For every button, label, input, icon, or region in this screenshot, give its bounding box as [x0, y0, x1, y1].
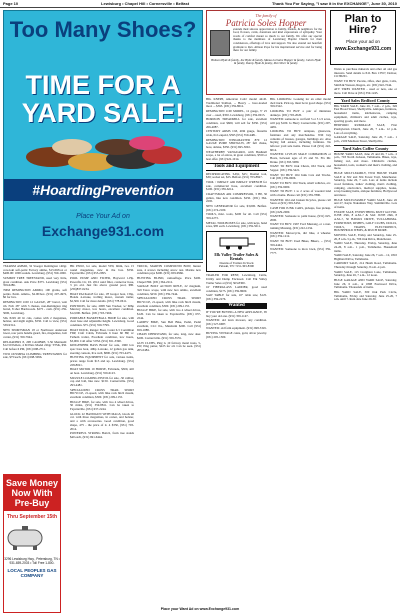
yard-sales-coffee-heading: Yard Sales Coffee County — [334, 145, 397, 152]
classified-listing: HORIZON TREADMILL for sale, excellent condition, cost $600, will sell for $350. (931) 266-4087. — [206, 117, 267, 129]
classified-listing: YARD SALE, Thursday, Friday, Saturday, June 24-26, 8 a.m.- 1 p.m., Tullahoma. Household items. — [334, 241, 397, 253]
classified-listing: WANTED: Someone to paint house, (931) 625-2000. — [270, 214, 331, 222]
classified-listing: WANTED: Someone to mow lawn, (931) 359-7777. — [270, 247, 331, 256]
classified-listing: LADIES' BIKE, Sun Bell Bike, Pedal, Pedal excellent, CLC lbs., Mandarin $200. Call (931) 659-1088. — [137, 320, 201, 332]
classified-listing: SAW TABLE for sale, 10" table saw, $125. (931) 359-2276. — [206, 293, 267, 302]
memorial-text: extends their sincere appreciation to family, friends, & neighbors for the food, flowers, cards, donations and kind expressions of sympathy. Your words of comfort meant so much to our family. We offer our special thanks to the members of Lewisburg Baptist Church for their condolences, offerings of love and support. We also extend our heartfelt gratitude to Rev. Allison Pope for his inspirational service and for being there for our family. — [233, 26, 322, 53]
classified-listing: BOAT MOTOR 19 HORSE, Evinrude, $300, still on boat. Lewisburg. (931) 359-6123. — [70, 367, 134, 376]
classified-listing: CARPORT SALE, 214 Heath Road, Tullahoma. Thursday through Saturday, 8 a.m.-4 p.m. — [334, 261, 397, 270]
classified-listing: BIG YARD SALE, 300 Oak Park Circle, Tullahoma, Friday and Saturday, June 25-26, 7 a.m. until ?. Rain date June 29-30. — [334, 290, 397, 302]
classified-listing: 7MM REMINGTON AMMO, 100 grains, soft points. Perm. Ammo., $2.00/box. (931) 207-4972, $6 for box. — [3, 288, 67, 300]
yard-sale-ad[interactable] — [3, 10, 203, 260]
classified-listing: NEW SPORTSMAN 18 or Northwest Anderson lower, rear parts handle guard, fire, magazines, bolt carrier, (931) 359-7944. — [3, 327, 67, 340]
classified-listing: SIG P229 40 lic cals, comes with 2 magazines, holster, and night sights, $550. Call to view, (931) 539-9314. — [3, 315, 67, 328]
divider — [3, 262, 203, 263]
classified-listing: HUGE GARAGE AND YARD SALE, Saturday, June 26, 6 a.m., at 1808 Eastwood Drive, Tullahoma. Thousands of items. — [334, 278, 397, 290]
prebuy-date: Thru September 15th — [6, 514, 57, 520]
classified-listing: MUZZLE LOADING PISTOL for sale, .50 caliber, cap and ball, like new. $150. Cornersville. (931) 293-4481. — [70, 375, 134, 388]
classified-column-2 — [70, 265, 134, 611]
classified-listing: WANT TO BUY: 1967 Ford Mustang, or a non-running Mustang, (931) 222-1234. — [270, 222, 331, 231]
classified-listing: LOOKING TO BUY a pair of miniature donkeys. (931) 703-2020. — [270, 109, 331, 117]
hire-line2: Hire? — [348, 24, 378, 36]
classified-listing: SAVAGE BOLT ACTION RIFLE, 22 magnum, 3x9 Tasco scope, with new box ammo, excellent condition, $250. (931) 359-7444. — [137, 284, 201, 296]
propane-tank-icon — [4, 525, 46, 551]
classified-listing: YARD SALE, 115 Creighton Lane, Tullahoma, Saturday, June 26, 7 a.m.- 12 noon. — [334, 269, 397, 278]
elk-valley-ad[interactable] — [206, 231, 267, 272]
classified-listing: TRAILER FOR RENT, Lewisburg. Cattle, Utility and Dump Enclosed. Call Elk Valley Trailer Sales at (931) 363-8300. — [206, 273, 267, 285]
paper-towns: Lewisburg • Chapel Hill • Cornersville • Belfast — [101, 1, 190, 6]
classified-listing: CHAIN DEERSTAND, for sale, long, new deer. $200. Cornersville. (931) 359-5555. — [137, 332, 201, 340]
classified-listing: HK P3010, for sale, model VP9, 9mm, two 15 round magazines, new in the box. $550. Fayetteville. (931) 655-2095. — [70, 265, 134, 276]
wanted-heading: Wanted — [206, 303, 267, 309]
classified-listing: REMINGTON 1100 MODEL, 12 gauge, 3" 25 over ... used, $350. Lewisburg. (931) 359-0015. — [206, 109, 267, 117]
classified-listing: SUMMIT TREE TREESTAND, used very little, great condition. Ask Price $375. Lewisburg (931) 359-6286. — [3, 276, 67, 288]
classified-column-5 — [270, 98, 331, 606]
classified-listing: BOAT DOCK, Ranger Boat, Cadet 6.3 Cornithian FDP, Craft Cabin, Evinrude 6 hour 60 HP, w/ Fathom trailer, Excellent condition, low hours, $3,000. Call After 5 PM. (931) 651-3390. — [70, 327, 134, 343]
classified-listing: TOOLS, misc. tools, $200 for all. Call (931) 359-2273. — [206, 212, 267, 220]
classified-listing: WANT TO BUY: 1 to 2 acres of wooded land with a home. Please call (931) 359-7890. — [270, 189, 331, 197]
hire-line1: Plan to — [344, 13, 382, 25]
classified-listing: BIG LOOKING: Looking for an older model 4wd truck. Pick up, must be in good shape. (931) 359-5522. — [270, 98, 331, 109]
classified-listing: WANTED: old lawn mowers, any condition. (931) 527-6687. — [206, 318, 267, 326]
classified-listing: BIG KNEPP, American Colts' model 44/45. Traditional Stallion, ... Heavy ... bore-loaded mod. ... $395. (931) 359-8012. — [206, 98, 267, 109]
classified-listing: POOL PUMP AND FILTER, Hayward 1-Hp. Powerflo Ctr, UL 2012 sand filter, connector hose, 3 yrs old. Just fits above ground pool, $80. (256)837-0234. — [70, 276, 134, 292]
classified-listing: TWO OLYMPIA CLIMBING TREESTANDS for sale, $75/each. (931) 698-5096. — [3, 351, 67, 360]
page-header — [0, 0, 400, 8]
classified-listing: WANT TO BUY: Old Truck, small vehicles, etc. (931) 359-9000. — [270, 181, 331, 189]
memorial-signed: Hobson Hyde & family, Joe Hyde & family, Mama Lorraine Hopper & family, Calvin Hyde & family, Danny Hyde & family, Pat Oliver & family. — [211, 57, 321, 66]
propane-prebuy-ad[interactable] — [3, 474, 61, 613]
classified-listing: 16' FIBERGLASS LADDER, good used condition, $175. (931) 359-8600. — [206, 285, 267, 293]
classified-listing: BUYING VINTAGE coins, gold, silver jewelry. (931) 205-1500. — [206, 331, 267, 339]
ad-title: Too Many Shoes? — [9, 17, 197, 42]
classified-listing: Wants to purchase minerals and other oil and gas interests. Send details to P.O. Box 13557, Denver, CO 80201. — [334, 68, 397, 79]
classified-listing: CASH FOR JUNK CARS, pickups, free pickup. (931) 629-2000. — [270, 205, 331, 214]
memorial-lead: The family of — [255, 13, 277, 18]
classified-listing: WANTED: Motorcycle, dirt bike, 4 wheeler. (931) 359-1212. — [270, 230, 331, 239]
classified-listing: KINGFISHER BASS BOAT for sale, 1960 low spec bass boat, 40hp 2-stroke, 12 gallon gas tank, steering console, live well, $800. (931) 703-4475. — [70, 343, 134, 355]
classified-listing: ESTATE SALE, EVERYTHING MUST GO! FRI. JUNE 25th, 8 A.M.-? & SAT. JUNE 26th, 8 A.M.-?, 50 HAWKS DRIVE, TULLAHOMA. FURNITURE, DISHES, GOLF CLUBS, DOLLS, TOOLS, TRAINS, ELECTRONICS, HOUSEHOLD ITEMS, & MUCH MORE. — [334, 209, 397, 233]
classified-listing: WANTED: old farm equipment. (931) 698-3345. — [206, 326, 267, 331]
elk-sub: Dozens of Trailers In Stock — [219, 260, 254, 265]
prebuy-brand: LOCAL PEOPLES GAS COMPANY — [7, 567, 57, 578]
memorial-name: Patricia Soles Hopper — [225, 17, 307, 28]
ad-headline: TIME FOR A YARD SALE! — [21, 70, 185, 128]
classified-listing: WANTED: someone to cut field 3 or 5 1/2 acres, will pay $100. Jo Harry Cornersville. (931) 297-4481. — [270, 117, 331, 129]
classified-listing: PONTOON, for sale, 2008 Sun Tracker, w/ 60hp Mercury motor, low hours, excellent condition. $12,000. Belfast. (931) 703-7466. — [70, 303, 134, 316]
classified-listing: GARAGE SALE, Saturday, June 26, 7 a.m.- 1 p.m., 2100 Madison Street, Shelbyville. — [334, 135, 397, 143]
classified-column-3 — [137, 265, 201, 611]
classified-column-4 — [206, 98, 267, 606]
classified-listing: TOOL / IMPACT AIR IMPACT WRENCH for sale, commercial hose, excellent condition. $100. (931) 359-6214. — [206, 180, 267, 192]
classified-listing: HOUSE YARD SALE, June 25 and 26, 7 a.m.- 2 p.m., 703 North Jackson, Tullahoma. Bikes, toys, fishing rod, and more. Children's clothes, household, tools, women's and men's clothing, and more. — [334, 151, 397, 171]
classified-listing: PORTABLE BASKETBALL HOOP for sale, with clear base and adjustable height. Lewisburg. Good condition. $75. (931) 359-7799. — [70, 315, 134, 328]
prebuy-address: 3296 Lewisburg Hwy., Petersburg, TN • 931-659-2003 • Toll Free 1-800- — [4, 557, 60, 565]
classified-listing: ATV TIRES WANTED - used or new, one or more. Call Dave at (931) 359-1245. — [334, 87, 397, 95]
elk-title: Elk Valley Trailer Sales & Rentals — [214, 251, 259, 262]
classified-listing: GLOCK 22 HANDGUN WITH MAGS, Glock 40 cal. with three magazines, in owner, and holster, and a with accessories. Good condition, good shape, 475 - the price of it. 4 $350, (931) 703-2014. — [70, 411, 134, 431]
plan-to-hire-ad[interactable] — [330, 10, 396, 65]
prebuy-title: Save Money Now With Pre-Buy — [4, 475, 60, 511]
classified-listing: TRUCK, MARTIN COMPOUND BOW, hunter sure, 4 arrows including arrow rest. Marine new condition pays $200. (931) 659-9966. — [137, 265, 201, 276]
header-date: Thank You For Saying, "I saw it in the EXCHANGE", June 30, 2010 — [271, 1, 397, 6]
classified-listing: YARD SALE, Saturday, June 26, 7 a.m. - 12, 1810 Highland Drive, Tullahoma. — [334, 253, 397, 261]
classified-listing: BEDFORD RUMMAGE SALE, First Presbyterian Church, June 26, 7 a.m.- 12 p.m. Lots of everything. — [334, 123, 397, 135]
yard-sales-bedford-heading: Yard Sales Bedford County — [334, 97, 397, 104]
classified-listing: WANT TO BUY: Pecans, rifles, shot guns, Colts, Smith & Wesson, Rugers, etc. (931) 922-7244. — [334, 79, 397, 87]
classified-listing: SPECIALIZED CROSS TRAIL SPORT BICYCLE, 21-speed, with bike rack hitch mount, excellent condition, $300. (931) 209-1155. — [137, 296, 201, 308]
classified-column-6 — [334, 68, 397, 606]
classified-listing: WEATHERBY VANGUARD, with Bushnell scope, a lot of extras, in great condition, $550 or best offer. (931) 922-1014. — [206, 149, 267, 161]
ad-place-text: Place Your Ad on — [76, 213, 130, 220]
classified-listing: HUGE MULTI-FAMILY, TWO HOUSE YARD SALE at 302 and 304 Forest Trail, Manchester. Saturday, June 26, 7 a.m. Lots of items include wood furniture, ladies' clothing, men's clothing, camping, electronics, medical supplies, books, scrap booking items, antique furniture, Hollywood and more. — [334, 170, 397, 198]
classified-listing: MOVING SALE, Friday and Saturday, June 25-26, 8 a.m.-5 p.m., 706 Oak Drive, Manchester. — [334, 232, 397, 241]
trailer-icon — [218, 235, 256, 250]
classified-listing: NEW GENERATOR for sale, $3,000. Belfast. (931) 274-2100. — [206, 204, 267, 212]
classified-listing: LOOKING TO BUY: antiques, glassware, furniture and any merchandise. Will buy contents of houses, garages, buildings etc. Also buying full estates, including furniture. No leftover yard sale items. Please Call (931) 222-6014. — [270, 129, 331, 152]
classified-listing: RECIPROCATING SAW, $25; Dremel tool, $30; socket set, $25. Belfast. (931) 703-8847. — [206, 171, 267, 180]
classified-listing: RELOADERS 8, 208 CALIBRE, 5.56 Mentaudt: $12.50 Pellets, 4 M Plats Model 22bgr TTSK, $50. Call before 6 PM, (931) 698-2711. — [3, 339, 67, 352]
classified-listing: IF YOU'RE BUYING A NEW APPLIANCE, I'll buy your old one. (931) 359-1147. — [206, 309, 267, 318]
ad-hashtag: #HoardingPrevention — [4, 179, 202, 201]
classified-column-1 — [3, 265, 67, 471]
classified-listing: CENTURY ARMS CM, 40th gauge, firearms wide, 6x Leupold, $595 (931) 359-4481. — [206, 129, 267, 137]
classified-listing: BIG YARD SALE, June 26, 7 a.m.- 2 p.m., 326 East Broad Street, Shelbyville. Antiques, furniture, household items, kitchenware, camping equipment, children's and adult clothes, toys, sporting goods, and more. — [334, 103, 397, 123]
classified-listing: HUGE MULTI-FAMILY YARD SALE, June 26 and 27, Kaylo Nakamura Way, Summitville. Lots of items. — [334, 197, 397, 210]
page-footer[interactable]: Place your Want Ad on www.Exchange931.com — [160, 607, 240, 611]
classified-listing: BUGGY BIKE, for sale, with two 4 wheel drives, 50 miles, (931) 359-8811. Can be taken to Fayetteville. (931) 637-2244. — [70, 399, 134, 412]
memorial-photo — [210, 30, 230, 56]
hire-url[interactable]: www.Exchange931.com — [334, 46, 392, 52]
classified-listing: POWERFUL STRONG BAGS, from tree stands $40 each, (931) 691-6444. — [70, 431, 134, 439]
classified-listing: WANTED: Old and broken bicycles, please call Steve at (931) 359-5432. — [270, 197, 331, 206]
classified-listing: GUN CLUBS, Ping G 10 fairway metal irons, 5-PW, Ping putter, $225 for all. Can be seen. (931) 205-0484. — [137, 340, 201, 352]
memorial-notice — [206, 10, 326, 95]
classified-listing: WANT TO BUY: Used Bikes, Bikers, ... (931) 359-4444. — [270, 239, 331, 247]
ad-logo[interactable]: Exchange931.com — [41, 223, 165, 239]
classified-listing: WANT TO BUY: Old Junk Cars and Trucks. Call (931) 359-0606. — [270, 172, 331, 181]
classified-listing: REMINGTON WINGMASTER 870 12 GAUGE PUMP SHOTGUN, 28" full choke, bore, deluxe, $350. (931) 695-5002. — [206, 137, 267, 149]
classified-listing: BOAT PACKAGE for sale, 18' Gregor boat, 15hp, Honda 4-stroke, trolling motor, custom trailer, $2,500. Call for more details. (931) 778-0611. — [70, 291, 134, 304]
classified-listing: REMINGTON 1100 12 GAUGE, 28" barrel, vent rib. Full. 28" with 3 chokes, non-Remington ring barrel, 8 shot Hardwoods. $275 - cash. (931) 259-5000, Lewisburg. — [3, 300, 67, 316]
classified-listing: 7X444SM AMMO, 32 Stoeger Remington 140gr. core-lokt soft-point Factory ammo, $15.00/box or $400.00/ 1000 rounds. Lewisburg. (931) 359-1060. — [3, 265, 67, 276]
hire-line3: Place your ad on — [346, 39, 380, 44]
classified-listing: METAL TOOLBOXES for sale, with keys, hand saws, $85 each. Lewisburg. (931) 359-5011. — [206, 220, 267, 229]
page-number: Page 10 — [3, 1, 19, 6]
classified-listing: HUNTING EQUIPMENT for sale, various items, prices range from $15 and up. Lewisburg. (931) 228-8021. — [70, 355, 134, 367]
classified-listing: CRAFTSMAN AIR COMPRESSOR, 3 HP, 30 gallon, like new condition. $250. (931) 364-2295. — [206, 192, 267, 204]
classified-listing: BUGGY BIKE, for sale, with two 4 wheel drives, $120. Can be taken to Fayetteville. (931) 637-2244. — [137, 308, 201, 320]
classified-listing: WANTED: LIVE-IN MALE COMPANION or Hosts, between ages of 25 and 35. Fix Mr. Drake. (931) 393-5080. — [270, 152, 331, 164]
classified-listing: WANT TO BUY: Oak Chests, Old Truck, and Sapper. (931) 359-5421. — [270, 164, 331, 173]
elk-addr: Pulaski, TN • 931-363-8300 — [219, 264, 254, 269]
classified-listing: SPECIALIZED CROSS TRAIL SPORT BICYCLE, 21-speed, with bike rack hitch mount, excellent condition, $300. (931) 209-1155. — [70, 387, 134, 400]
tools-heading: Tools and Equipment — [206, 163, 267, 171]
classified-listing: HUNTING BLIND, camouflage. Price $200. Chapel Hill. (931) 364-2212. — [137, 276, 201, 284]
